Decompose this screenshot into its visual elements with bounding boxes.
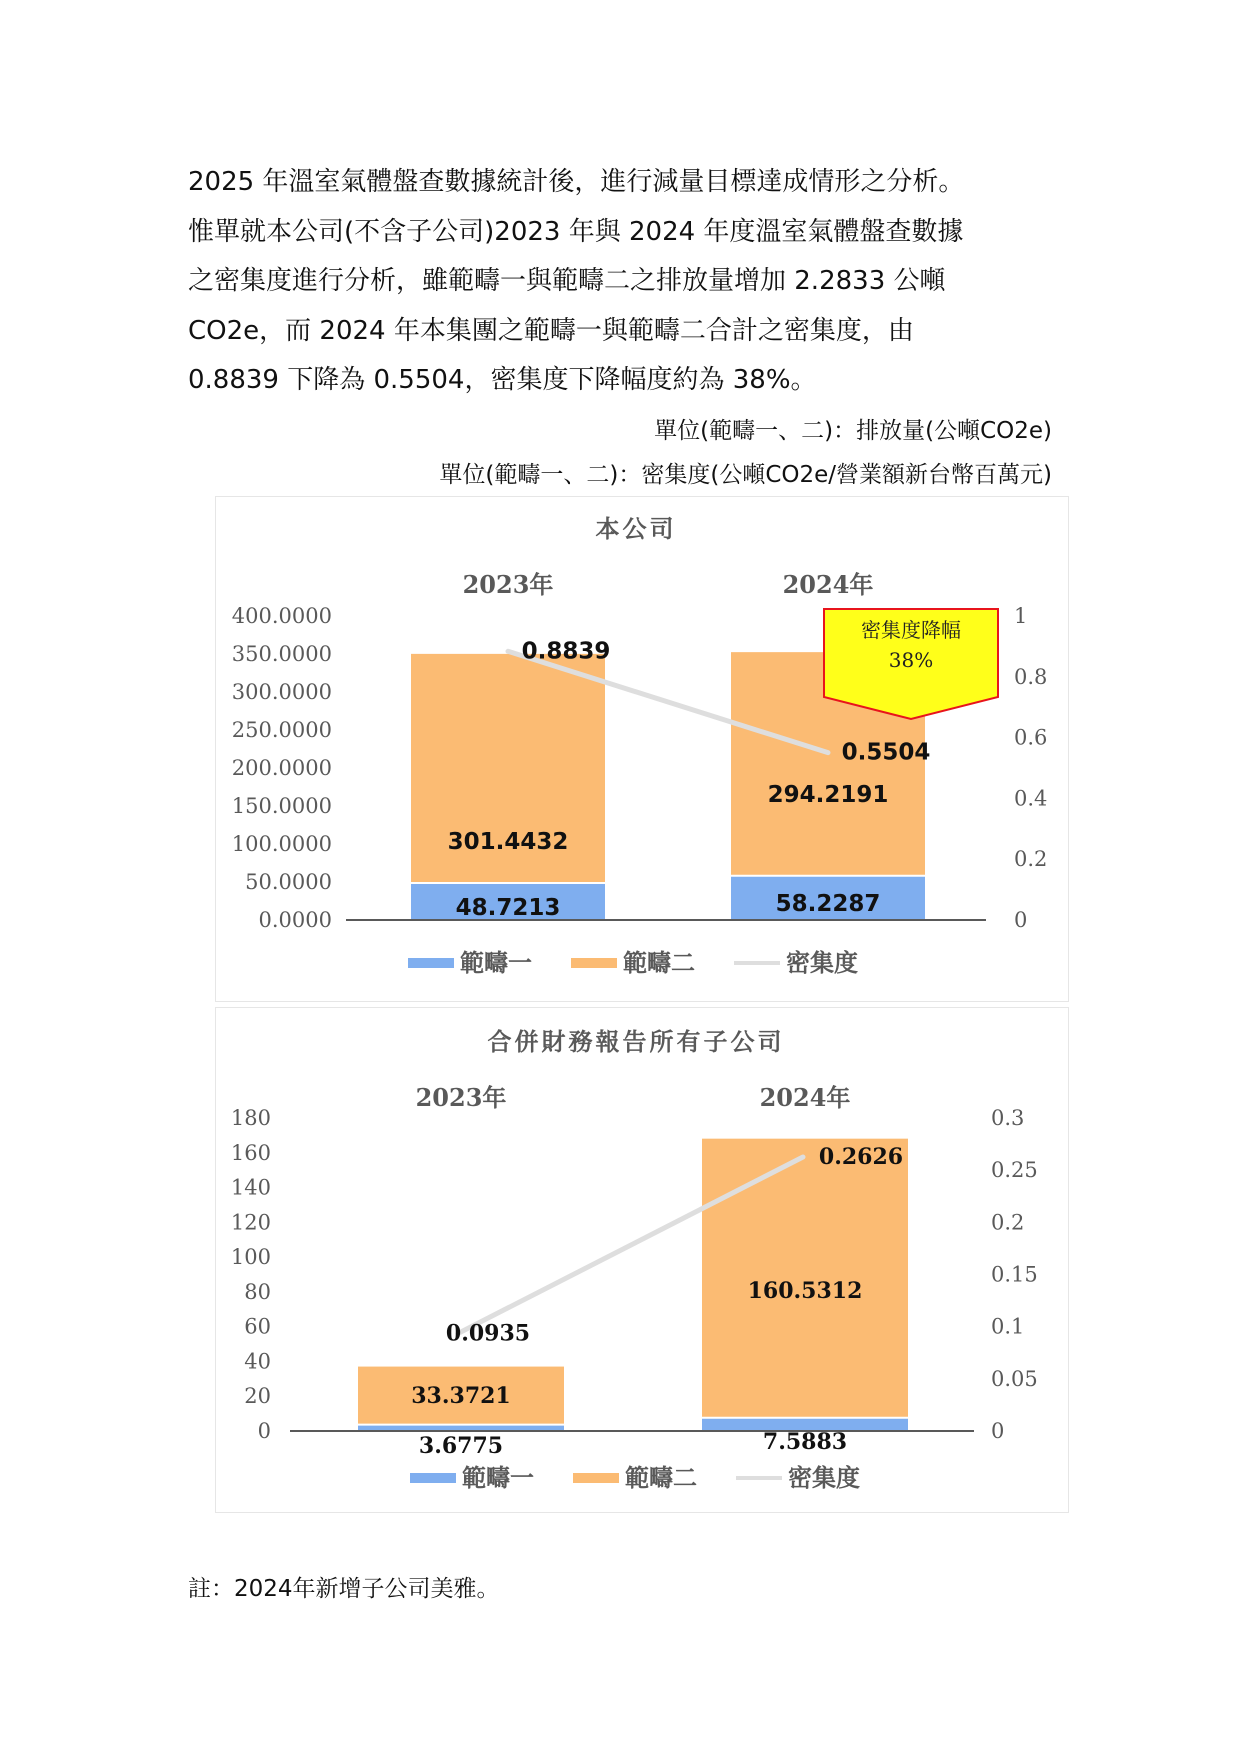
analysis-paragraph <box>188 158 1068 406</box>
legend-swatch-scope1 <box>410 1473 456 1483</box>
legend-label-scope2: 範疇二 <box>623 948 695 977</box>
chart-subsidiaries-svg <box>216 1008 1068 1512</box>
y-tick-label: 350.0000 <box>231 642 332 666</box>
y-tick-label: 60 <box>244 1314 271 1339</box>
y-tick-label: 400.0000 <box>231 604 332 628</box>
y2-tick-label: 0.25 <box>991 1158 1038 1183</box>
chart-title: 合併財務報告所有子公司 <box>487 1027 785 1056</box>
y2-tick-label: 0 <box>991 1419 1005 1443</box>
y2-tick-label: 1 <box>1014 604 1028 628</box>
legend-label-scope1: 範疇一 <box>460 948 532 977</box>
data-label-scope2: 33.3721 <box>411 1383 511 1409</box>
paragraph-line: 惟單就本公司(不含子公司)2023 年與 2024 年度溫室氣體盤查數據 <box>188 216 964 247</box>
y-tick-label: 180 <box>230 1106 271 1130</box>
category-label-2023: 2023年 <box>462 570 554 599</box>
callout-line2: 38% <box>888 648 934 672</box>
paragraph-line: 0.8839 下降為 0.5504，密集度下降幅度約為 38%。 <box>188 365 817 395</box>
data-label-scope1: 58.2287 <box>775 891 881 917</box>
chart-title: 本公司 <box>595 514 677 543</box>
chart-company-svg <box>216 497 1068 1001</box>
legend-label-intensity: 密集度 <box>788 1463 860 1492</box>
data-label-scope2: 294.2191 <box>767 782 889 808</box>
chart-subsidiaries <box>215 1007 1069 1513</box>
data-label-intensity: 0.0935 <box>445 1320 531 1347</box>
unit-emission: 單位(範疇一、二)：排放量(公噸CO2e) <box>654 418 1052 444</box>
y-tick-label: 140 <box>230 1175 271 1200</box>
y-tick-label: 160 <box>230 1140 271 1165</box>
data-label-intensity: 0.8839 <box>521 638 611 665</box>
y2-tick-label: 0.4 <box>1014 786 1048 811</box>
y-tick-label: 300.0000 <box>231 680 332 704</box>
y-tick-label: 0.0000 <box>258 908 332 932</box>
category-label-2024: 2024年 <box>759 1083 851 1112</box>
y-tick-label: 100 <box>230 1245 271 1270</box>
y-tick-label: 200.0000 <box>231 756 332 780</box>
y-tick-label: 40 <box>244 1349 271 1374</box>
paragraph-line: 之密集度進行分析，雖範疇一與範疇二之排放量增加 2.2833 公噸 <box>188 266 946 296</box>
y2-tick-label: 0.3 <box>991 1106 1025 1130</box>
paragraph-line: CO2e，而 2024 年本集團之範疇一與範疇二合計之密集度，由 <box>188 315 914 346</box>
y2-tick-label: 0.15 <box>991 1262 1038 1287</box>
y-tick-label: 150.0000 <box>231 794 332 818</box>
legend-swatch-scope1 <box>408 958 454 968</box>
legend-swatch-scope2 <box>571 958 617 968</box>
y2-tick-label: 0.6 <box>1014 725 1048 750</box>
category-label-2024: 2024年 <box>782 570 874 599</box>
data-label-scope1: 7.5883 <box>762 1429 848 1455</box>
legend-label-intensity: 密集度 <box>786 948 858 977</box>
y2-tick-label: 0 <box>1014 908 1028 932</box>
y-tick-label: 120 <box>230 1210 271 1235</box>
y-tick-label: 250.0000 <box>231 718 332 742</box>
data-label-scope1: 48.7213 <box>455 895 561 921</box>
data-label-intensity: 0.5504 <box>841 739 931 766</box>
data-label-scope2: 301.4432 <box>447 829 569 855</box>
y-tick-label: 80 <box>244 1279 271 1304</box>
legend-label-scope2: 範疇二 <box>625 1463 697 1492</box>
y-tick-label: 50.0000 <box>245 870 332 894</box>
y2-tick-label: 0.1 <box>991 1314 1025 1339</box>
chart-company <box>215 496 1069 1002</box>
footnote: 註：2024年新增子公司美雅。 <box>188 1576 500 1602</box>
data-label-scope1: 3.6775 <box>418 1433 504 1459</box>
unit-intensity: 單位(範疇一、二)：密集度(公噸CO2e/營業額新台幣百萬元) <box>439 462 1052 488</box>
y2-tick-label: 0.05 <box>991 1366 1038 1391</box>
y-tick-label: 100.0000 <box>231 832 332 856</box>
callout-line1: 密集度降幅 <box>861 618 961 642</box>
y-tick-label: 20 <box>244 1384 271 1409</box>
legend-label-scope1: 範疇一 <box>462 1463 534 1492</box>
category-label-2023: 2023年 <box>415 1083 507 1112</box>
data-label-scope2: 160.5312 <box>747 1278 863 1304</box>
legend-swatch-scope2 <box>573 1473 619 1483</box>
y-tick-label: 0 <box>257 1419 271 1443</box>
paragraph-line: 2025 年溫室氣體盤查數據統計後，進行減量目標達成情形之分析。 <box>188 167 965 197</box>
y2-tick-label: 0.2 <box>1014 847 1048 872</box>
y2-tick-label: 0.2 <box>991 1210 1025 1235</box>
data-label-intensity: 0.2626 <box>818 1144 904 1171</box>
y2-tick-label: 0.8 <box>1014 664 1048 689</box>
